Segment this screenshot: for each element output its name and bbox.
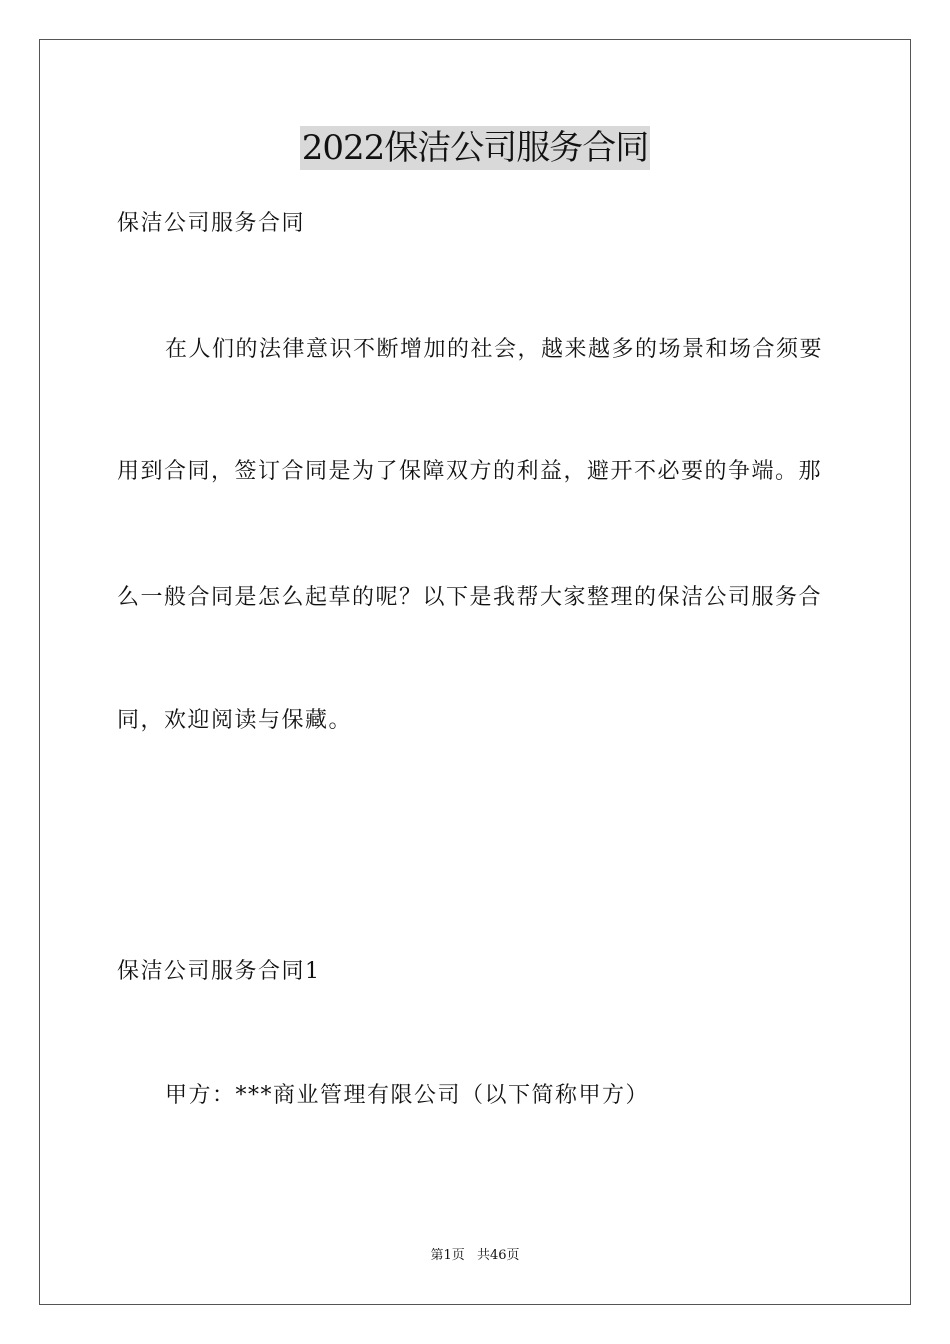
section-heading: 保洁公司服务合同1 (117, 959, 321, 984)
title-container (0, 126, 950, 170)
intro-line-1: 在人们的法律意识不断增加的社会，越来越多的场景和场合须要 (165, 337, 824, 362)
page-number-total: 共46页 (476, 1248, 520, 1263)
intro-line-4: 同，欢迎阅读与保藏。 (117, 708, 353, 733)
document-title: 2022保洁公司服务合同 (301, 128, 649, 168)
page-footer (0, 1247, 950, 1265)
document-subtitle: 保洁公司服务合同 (117, 211, 306, 236)
intro-line-3: 么一般合同是怎么起草的呢？以下是我帮大家整理的保洁公司服务合 (117, 585, 823, 610)
intro-line-2: 用到合同，签订合同是为了保障双方的利益，避开不必要的争端。那 (117, 459, 823, 484)
party-a-line: 甲方：***商业管理有限公司（以下简称甲方） (165, 1083, 650, 1108)
page-number-current: 第1页 (430, 1248, 465, 1263)
